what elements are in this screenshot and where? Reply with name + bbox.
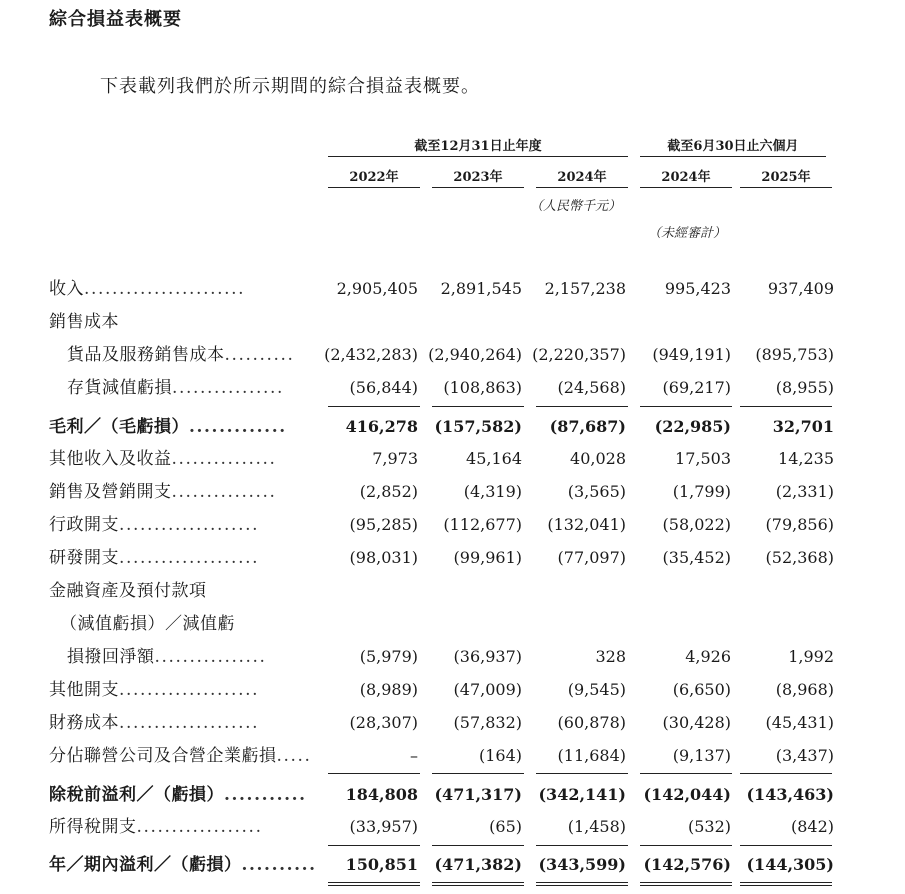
cell-value: (57,832) [453,713,522,732]
subtotal-rule [536,773,628,774]
cell-value: 328 [595,647,626,666]
cell-value: (4,319) [463,482,522,501]
cell-value: 184,808 [345,785,418,804]
cell-value: (2,852) [359,482,418,501]
cell-value: (164) [478,746,522,765]
cell-value: (3,437) [775,746,834,765]
cell-value: 7,973 [372,449,418,468]
cell-value: 17,503 [675,449,731,468]
table-row-profit-before-tax [0,779,905,811]
cell-value: (36,937) [453,647,522,666]
subtotal-rule [640,406,732,407]
year-header: 2023年 [453,170,503,185]
total-double-rule [640,885,732,886]
cell-value: (9,545) [567,680,626,699]
row-label: 銷售成本 [49,312,119,332]
table-row [0,575,905,607]
row-label: 行政開支.................... [49,515,260,535]
year-header-rule [328,187,420,188]
group-header-fiscal-year: 截至12月31日止年度 [414,139,542,154]
cell-value: (143,463) [746,785,834,804]
cell-value: (5,979) [359,647,418,666]
row-label: 財務成本.................... [49,713,260,733]
cell-value: (56,844) [349,378,418,397]
cell-value: 32,701 [772,417,834,436]
table-row-gross-profit [0,411,905,443]
cell-value: (342,141) [538,785,626,804]
row-label: 存貨減值虧損................ [67,378,285,398]
row-label: 收入....................... [49,279,246,299]
cell-value: (69,217) [662,378,731,397]
cell-value: (79,856) [765,515,834,534]
year-header: 2024年 [661,170,711,185]
cell-value: (142,576) [643,855,731,874]
row-label: （減值虧損）／減值虧 [60,614,235,634]
intro-paragraph: 下表載列我們於所示期間的綜合損益表概要。 [100,76,480,97]
table-row [0,707,905,739]
cell-value: (8,968) [775,680,834,699]
total-double-rule [328,882,420,883]
cell-value: 416,278 [345,417,418,436]
cell-value: (35,452) [662,548,731,567]
cell-value: (157,582) [434,417,522,436]
cell-value: (132,041) [547,515,626,534]
total-double-rule [740,882,832,883]
table-row [0,273,905,305]
row-label: 年／期內溢利／（虧損）.......... [49,855,317,875]
cell-value: (8,955) [775,378,834,397]
cell-value: (65) [489,817,522,836]
table-row [0,476,905,508]
cell-value: (142,044) [643,785,731,804]
cell-value: 150,851 [345,855,418,874]
total-double-rule [536,882,628,883]
cell-value: 937,409 [767,279,834,298]
subtotal-rule [328,773,420,774]
year-header: 2022年 [349,170,399,185]
cell-value: (28,307) [349,713,418,732]
cell-value: (52,368) [765,548,834,567]
table-row-net-profit [0,849,905,881]
row-label: 除稅前溢利／（虧損）........... [49,785,307,805]
total-double-rule [536,885,628,886]
cell-value: (343,599) [538,855,626,874]
year-header-rule [536,187,628,188]
cell-value: (24,568) [557,378,626,397]
table-row [0,339,905,371]
row-label: 損撥回淨額................ [67,647,267,667]
cell-value: (842) [790,817,834,836]
cell-value: (108,863) [443,378,522,397]
subtotal-rule [432,845,524,846]
cell-value: (9,137) [672,746,731,765]
total-double-rule [640,882,732,883]
row-label: 其他開支.................... [49,680,260,700]
unit-note: （人民幣千元） [530,199,622,214]
cell-value: (2,331) [775,482,834,501]
cell-value: (471,317) [434,785,522,804]
year-header: 2025年 [761,170,811,185]
subtotal-rule [740,845,832,846]
cell-value: (11,684) [557,746,626,765]
total-double-rule [740,885,832,886]
subtotal-rule [740,406,832,407]
row-label: 金融資產及預付款項 [49,581,207,601]
cell-value: 995,423 [664,279,731,298]
total-double-rule [328,885,420,886]
row-label: 銷售及營銷開支............... [49,482,277,502]
cell-value: (8,989) [359,680,418,699]
row-label: 分佔聯營公司及合營企業虧損..... [49,746,312,766]
cell-value: (532) [687,817,731,836]
row-label: 其他收入及收益............... [49,449,277,469]
table-row [0,641,905,673]
subtotal-rule [328,406,420,407]
subtotal-rule [740,773,832,774]
cell-value: (112,677) [443,515,522,534]
year-header-rule [740,187,832,188]
cell-value: 14,235 [778,449,834,468]
row-label: 貨品及服務銷售成本.......... [67,345,295,365]
table-row [0,372,905,404]
cell-value: (30,428) [662,713,731,732]
cell-value: (2,940,264) [428,345,522,364]
subtotal-rule [536,845,628,846]
cell-value: (6,650) [672,680,731,699]
cell-value: 4,926 [685,647,731,666]
cell-value: (895,753) [755,345,834,364]
group-header-six-months: 截至6月30日止六個月 [667,139,799,154]
cell-value: 40,028 [570,449,626,468]
cell-value: (144,305) [746,855,834,874]
cell-value: (87,687) [549,417,626,436]
table-row [0,740,905,772]
cell-value: (3,565) [567,482,626,501]
subtotal-rule [432,773,524,774]
year-header-rule [640,187,732,188]
subtotal-rule [536,406,628,407]
cell-value: (60,878) [557,713,626,732]
group-header-rule [328,156,628,157]
table-row [0,542,905,574]
cell-value: (2,432,283) [324,345,418,364]
cell-value: (471,382) [434,855,522,874]
cell-value: 2,157,238 [544,279,626,298]
cell-value: (45,431) [765,713,834,732]
cell-value: (949,191) [652,345,731,364]
subtotal-rule [328,845,420,846]
subtotal-rule [640,845,732,846]
table-row [0,674,905,706]
cell-value: (47,009) [453,680,522,699]
cell-value: (1,458) [567,817,626,836]
cell-value: (1,799) [672,482,731,501]
table-row [0,608,905,640]
cell-value: 2,905,405 [336,279,418,298]
section-title: 綜合損益表概要 [49,9,182,30]
table-row [0,443,905,475]
cell-value: (95,285) [349,515,418,534]
cell-value: 45,164 [466,449,522,468]
year-header-rule [432,187,524,188]
cell-value: (22,985) [654,417,731,436]
unaudited-note: （未經審計） [648,226,727,241]
cell-value: 1,992 [788,647,834,666]
cell-value: (77,097) [557,548,626,567]
cell-value: – [410,746,418,765]
cell-value: (98,031) [349,548,418,567]
total-double-rule [432,882,524,883]
year-header: 2024年 [557,170,607,185]
total-double-rule [432,885,524,886]
subtotal-rule [640,773,732,774]
cell-value: (33,957) [349,817,418,836]
row-label: 所得稅開支.................. [49,817,263,837]
row-label: 研發開支.................... [49,548,260,568]
cell-value: (2,220,357) [532,345,626,364]
cell-value: 2,891,545 [440,279,522,298]
subtotal-rule [432,406,524,407]
row-label: 毛利／（毛虧損）............. [49,417,287,437]
table-row [0,811,905,843]
cell-value: (99,961) [453,548,522,567]
table-row [0,306,905,338]
group-header-rule [640,156,826,157]
table-row [0,509,905,541]
cell-value: (58,022) [662,515,731,534]
